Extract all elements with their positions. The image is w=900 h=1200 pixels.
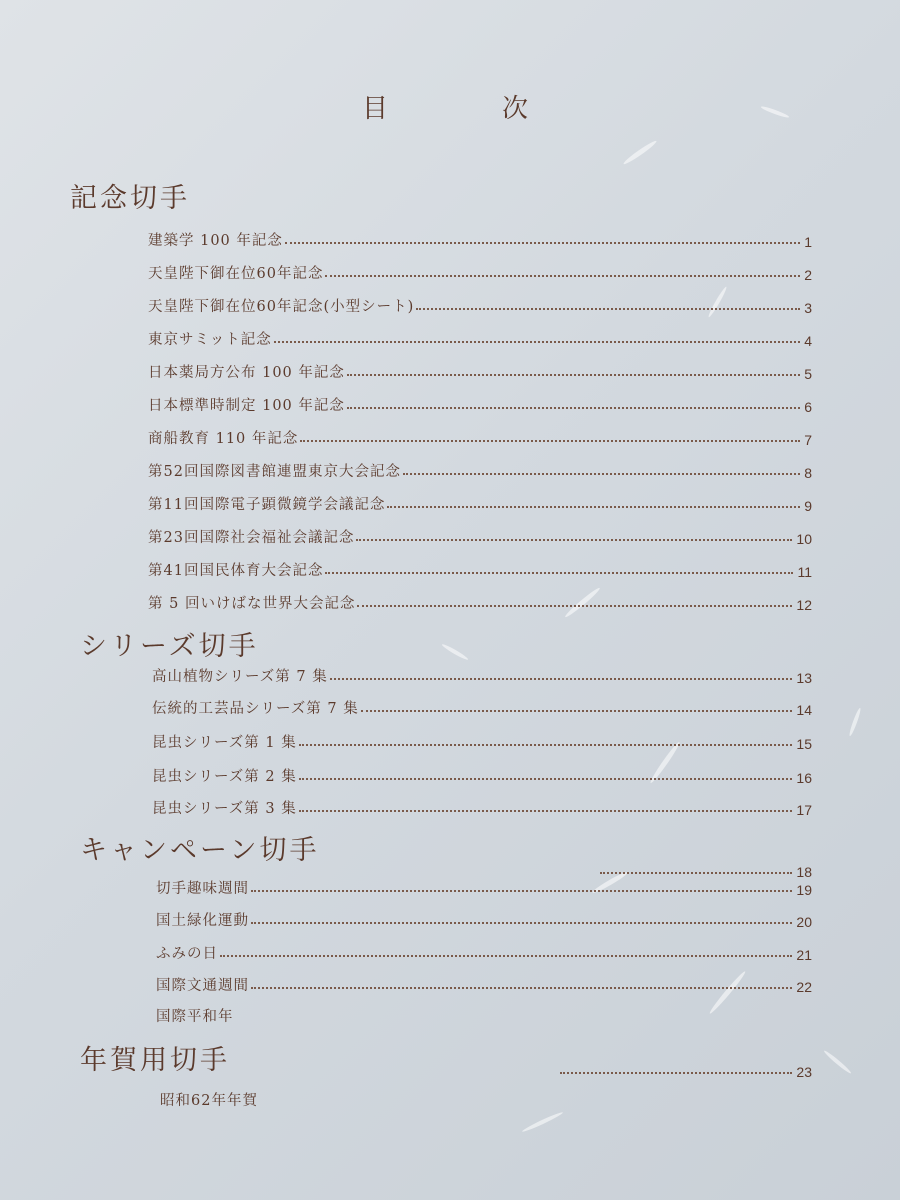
page-number: 12 — [796, 597, 812, 613]
dot-leader — [251, 890, 792, 892]
entry-label: 昆虫シリーズ第 3 集 — [152, 801, 297, 817]
toc-entry — [148, 589, 812, 613]
toc-entry — [148, 358, 812, 382]
dot-leader — [416, 308, 800, 310]
page-number: 3 — [804, 300, 812, 316]
entry-label: 天皇陛下御在位60年記念 — [148, 266, 324, 282]
page-number: 21 — [796, 947, 812, 963]
page-number: 18 — [796, 864, 812, 880]
page-number: 22 — [796, 979, 812, 995]
entry-label: 第11回国際電子顕微鏡学会議記念 — [148, 497, 386, 513]
toc-entry — [148, 226, 812, 250]
page-number: 10 — [796, 531, 812, 547]
entry-label: 国際平和年 — [156, 1009, 234, 1025]
dot-leader — [325, 572, 793, 574]
page-number: 11 — [797, 564, 812, 580]
toc-orphan-page — [560, 1056, 812, 1080]
dot-leader — [356, 539, 792, 541]
page-number: 14 — [796, 702, 812, 718]
toc-entry — [152, 694, 812, 718]
dot-leader — [560, 1072, 792, 1074]
dot-leader — [403, 473, 800, 475]
toc-entry — [156, 971, 812, 995]
toc-entry — [156, 906, 812, 930]
dot-leader — [285, 242, 800, 244]
page-number: 8 — [804, 465, 812, 481]
toc-entry — [148, 391, 812, 415]
dot-leader — [361, 710, 793, 712]
toc-entry — [160, 1086, 812, 1110]
page-number: 19 — [796, 882, 812, 898]
toc-entry — [148, 325, 812, 349]
entry-label: 天皇陛下御在位60年記念(小型シート) — [148, 299, 415, 315]
toc-entry — [152, 762, 812, 786]
entry-label: 日本薬局方公布 100 年記念 — [148, 365, 345, 381]
dot-leader — [330, 678, 793, 680]
page-number: 7 — [804, 432, 812, 448]
entry-label: 伝統的工芸品シリーズ第 7 集 — [152, 701, 359, 717]
toc-entry — [156, 939, 812, 963]
dot-leader — [325, 275, 800, 277]
entry-label: 昆虫シリーズ第 2 集 — [152, 769, 297, 785]
toc-entry — [156, 874, 812, 898]
section-heading-commemorative: 記念切手 — [70, 183, 190, 214]
toc-entry — [152, 728, 812, 752]
entry-label: ふみの日 — [156, 946, 218, 962]
toc-entry — [148, 259, 812, 283]
page-number: 20 — [796, 914, 812, 930]
paper-fiber — [848, 707, 862, 737]
page-number: 23 — [796, 1064, 812, 1080]
dot-leader — [251, 987, 792, 989]
toc-entry — [152, 794, 812, 818]
dot-leader — [220, 955, 792, 957]
page-number: 6 — [804, 399, 812, 415]
page-number: 5 — [804, 366, 812, 382]
entry-label: 日本標準時制定 100 年記念 — [148, 398, 345, 414]
section-heading-new-year: 年賀用切手 — [80, 1045, 230, 1076]
dot-leader — [299, 810, 793, 812]
toc-entry — [156, 1002, 812, 1026]
toc-entry — [148, 292, 812, 316]
page-title — [0, 88, 900, 128]
entry-label: 昭和62年年賀 — [160, 1093, 258, 1109]
toc-entry — [148, 556, 812, 580]
section-heading-series: シリーズ切手 — [80, 631, 259, 662]
toc-entry — [152, 662, 812, 686]
page-number: 16 — [796, 770, 812, 786]
title-char-1: 目 — [362, 94, 389, 124]
paper-fiber — [622, 139, 658, 166]
dot-leader — [347, 374, 800, 376]
entry-label: 第52回国際図書館連盟東京大会記念 — [148, 464, 401, 480]
toc-entry — [148, 490, 812, 514]
page-number: 13 — [796, 670, 812, 686]
entry-label: 第 5 回いけばな世界大会記念 — [148, 596, 356, 612]
dot-leader — [299, 778, 793, 780]
dot-leader — [274, 341, 800, 343]
entry-label: 国際文通週間 — [156, 978, 249, 994]
dot-leader — [300, 440, 800, 442]
page-number: 2 — [804, 267, 812, 283]
toc-entry — [148, 457, 812, 481]
page-number: 15 — [796, 736, 812, 752]
paper-fiber — [441, 643, 469, 661]
entry-label: 第41回国民体育大会記念 — [148, 563, 324, 579]
page-number: 17 — [796, 802, 812, 818]
entry-label: 切手趣味週間 — [156, 881, 249, 897]
toc-entry — [148, 523, 812, 547]
page-number: 4 — [804, 333, 812, 349]
paper-fiber — [823, 1049, 852, 1075]
paper-fiber — [521, 1111, 563, 1134]
entry-label: 昆虫シリーズ第 1 集 — [152, 735, 297, 751]
dot-leader — [251, 922, 792, 924]
entry-label: 商船教育 110 年記念 — [148, 431, 299, 447]
dot-leader — [357, 605, 792, 607]
entry-label: 建築学 100 年記念 — [148, 233, 283, 249]
title-char-2: 次 — [502, 94, 529, 124]
entry-label: 東京サミット記念 — [148, 332, 272, 348]
entry-label: 高山植物シリーズ第 7 集 — [152, 669, 328, 685]
dot-leader — [387, 506, 800, 508]
entry-label: 第23回国際社会福祉会議記念 — [148, 530, 355, 546]
dot-leader — [299, 744, 793, 746]
toc-entry — [148, 424, 812, 448]
page-number: 9 — [804, 498, 812, 514]
page-number: 1 — [804, 234, 812, 250]
dot-leader — [347, 407, 800, 409]
entry-label: 国土緑化運動 — [156, 913, 249, 929]
section-heading-campaign: キャンペーン切手 — [80, 835, 320, 866]
